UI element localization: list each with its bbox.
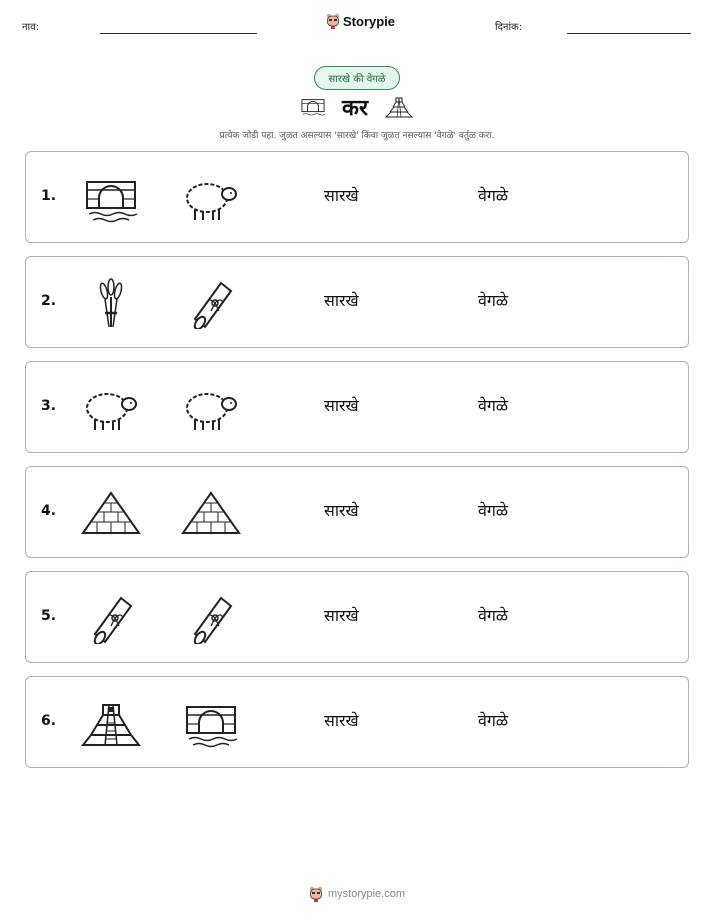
pyramid-icon	[181, 487, 241, 539]
mascot-icon	[326, 13, 340, 29]
option-same[interactable]: सारखे	[324, 606, 359, 625]
option-same[interactable]: सारखे	[324, 501, 359, 520]
footer	[0, 886, 714, 902]
bridge-icon	[181, 697, 241, 749]
brand-logo	[326, 13, 395, 29]
option-different[interactable]: वेगळे	[478, 186, 509, 205]
bridge-icon	[298, 95, 328, 119]
footer-url[interactable]: mystorypie.com	[327, 888, 406, 900]
question-number: 1.	[41, 188, 57, 204]
question-number: 2.	[41, 293, 57, 309]
sheep-icon	[81, 382, 141, 434]
question-number: 5.	[41, 608, 57, 624]
question-row	[25, 361, 689, 453]
wheat-icon	[81, 277, 141, 329]
scroll-icon	[81, 592, 141, 644]
scroll-icon	[181, 592, 241, 644]
name-label: नाव:	[22, 22, 40, 33]
temple-icon	[81, 697, 141, 749]
question-row	[25, 571, 689, 663]
question-number: 6.	[41, 713, 57, 729]
instruction-text: प्रत्येक जोडी पहा. जुळत असल्यास 'सारखे' किंवा जुळत नसल्यास 'वेगळे' वर्तुळ करा.	[219, 131, 495, 141]
page-title: कर	[342, 96, 368, 121]
date-label: दिनांक:	[495, 22, 523, 33]
bridge-icon	[81, 172, 141, 224]
option-different[interactable]: वेगळे	[478, 606, 509, 625]
question-row	[25, 466, 689, 558]
date-line[interactable]	[567, 33, 691, 34]
temple-icon	[382, 94, 416, 120]
option-different[interactable]: वेगळे	[478, 711, 509, 730]
option-different[interactable]: वेगळे	[478, 396, 509, 415]
option-same[interactable]: सारखे	[324, 186, 359, 205]
option-different[interactable]: वेगळे	[478, 291, 509, 310]
question-row	[25, 676, 689, 768]
brand-name: Storypie	[343, 13, 396, 29]
question-row	[25, 256, 689, 348]
option-different[interactable]: वेगळे	[478, 501, 509, 520]
question-number: 4.	[41, 503, 57, 519]
name-line[interactable]	[100, 33, 257, 34]
question-row	[25, 151, 689, 243]
option-same[interactable]: सारखे	[324, 396, 359, 415]
pyramid-icon	[81, 487, 141, 539]
option-same[interactable]: सारखे	[324, 711, 359, 730]
option-same[interactable]: सारखे	[324, 291, 359, 310]
scroll-icon	[181, 277, 241, 329]
sheep-icon	[181, 382, 241, 434]
question-number: 3.	[41, 398, 57, 414]
activity-badge: सारखे की वेगळे	[314, 66, 400, 90]
mascot-icon	[309, 886, 323, 902]
sheep-icon	[181, 172, 241, 224]
